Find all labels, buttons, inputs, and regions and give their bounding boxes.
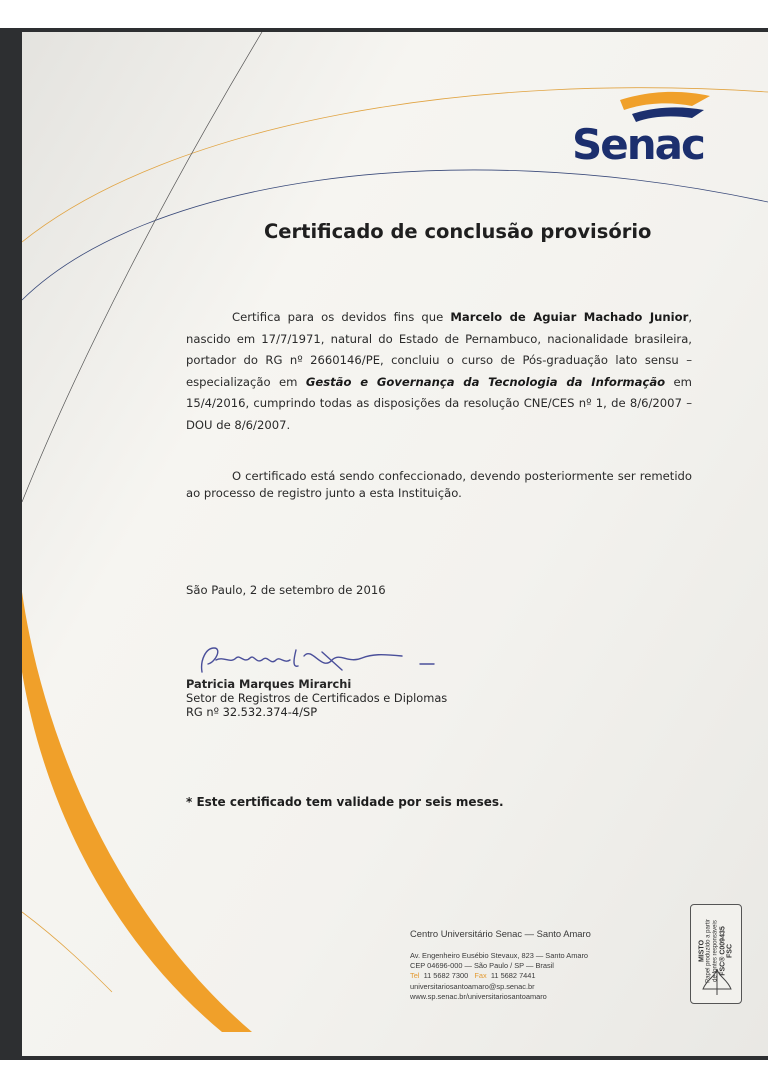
paragraph-middle: , nascido em 17/7/1971, natural do Estado de Pernambuco, nacionalidade brasileira, portador do RG nº 2660146/PE, concluiu o curso de Pós-graduação lato sensu – especialização em [186, 310, 693, 389]
footer-address2: CEP 04696-000 — São Paulo / SP — Brasil [410, 961, 554, 971]
paragraph-tail: em 15/4/2016, cumprindo todas as disposições da resolução CNE/CES nº 1, de 8/6/2007 – DOU de 8/6/2007. [186, 374, 692, 432]
certificate-sheet [22, 32, 768, 1056]
signer-department: Setor de Registros de Certificados e Diplomas [186, 691, 448, 705]
footer-address1: Av. Engenheiro Eusébio Stevaux, 823 — Santo Amaro [410, 951, 589, 960]
fsc-line2: de fontes responsáveis [712, 920, 719, 982]
course-name: Gestão e Governança da Tecnologia da Informação [305, 374, 666, 389]
fsc-code: FSC® C009435 [719, 926, 727, 976]
signer-name: Patricia Marques Mirarchi [186, 677, 352, 691]
student-name: Marcelo de Aguiar Machado Junior [450, 310, 689, 324]
fsc-logo: FSC [726, 944, 734, 958]
tel-number: 11 5682 7300 [423, 971, 469, 981]
validity-note: * Este certificado tem validade por seis meses. [186, 795, 504, 809]
footer-website: www.sp.senac.br/universitariosantoamaro [410, 991, 547, 1001]
senac-logo-text: Senac [572, 120, 704, 169]
lower-line [22, 912, 112, 992]
fax-label: Fax [474, 971, 487, 981]
paragraph-lead: Certifica para os devidos fins que [232, 310, 451, 324]
notice-paragraph: O certificado está sendo confeccionado, devendo posteriormente ser remetido ao processo de registro junto a esta Instituição. [186, 469, 692, 500]
certificate-title: Certificado de conclusão provisório [264, 220, 652, 243]
fsc-title: MISTO [698, 939, 706, 963]
footer-email: universitariosantoamaro@sp.senac.br [410, 981, 535, 991]
fsc-text [699, 919, 734, 983]
signer-block [186, 677, 447, 719]
handwritten-signature [172, 642, 462, 682]
tel-label: Tel [410, 971, 420, 981]
signer-rg: RG nº 32.532.374-4/SP [186, 705, 318, 719]
footer-address [410, 928, 591, 1002]
footer-phone [410, 971, 591, 981]
date-line: São Paulo, 2 de setembro de 2016 [186, 583, 386, 597]
certification-paragraph [186, 307, 692, 436]
footer-institution: Centro Universitário Senac — Santo Amaro [410, 928, 591, 939]
fsc-label [690, 904, 742, 1004]
fsc-line1: Papel produzido a partir [705, 919, 712, 983]
fax-number: 11 5682 7441 [490, 971, 536, 981]
